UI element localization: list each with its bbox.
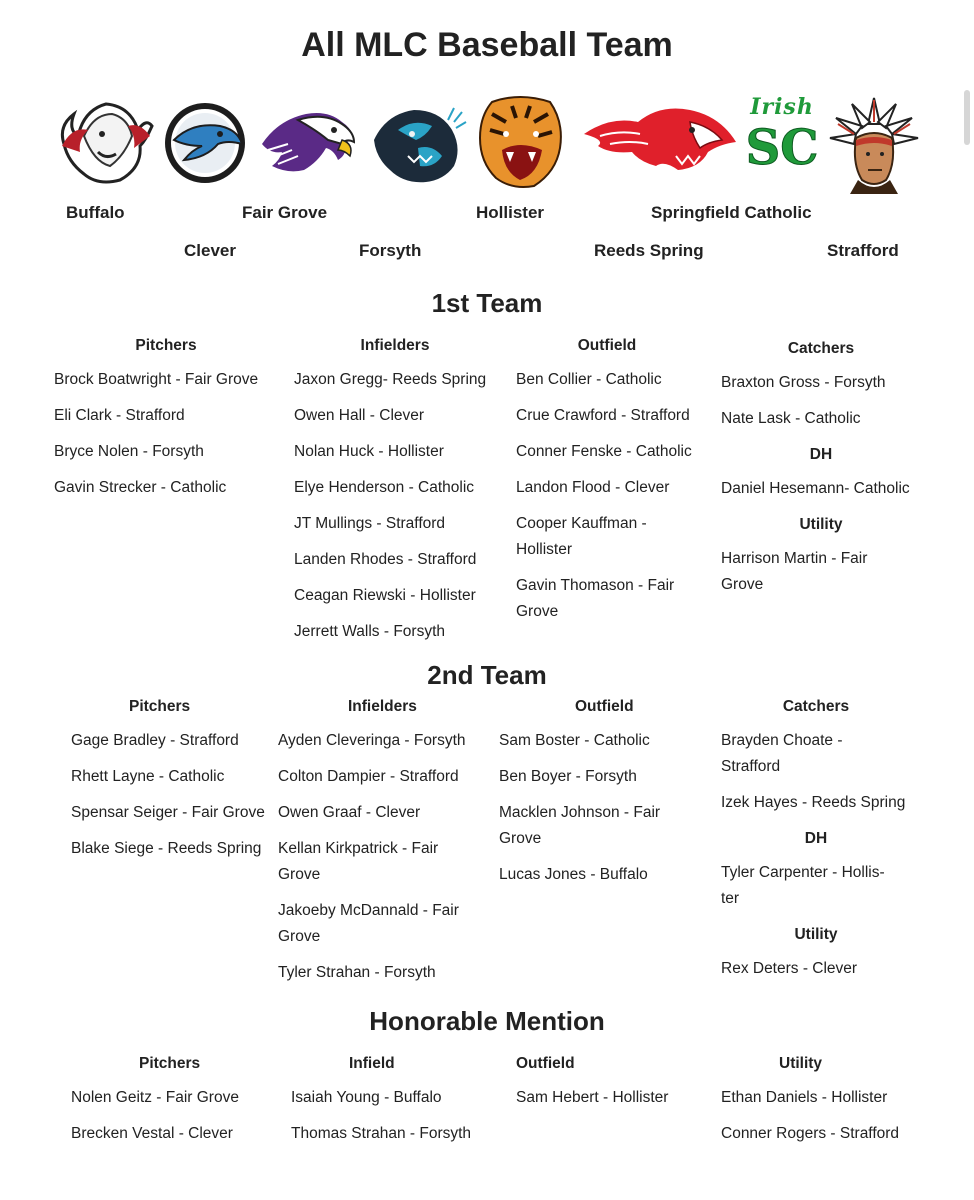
list-item: Brecken Vestal - Clever	[71, 1125, 233, 1142]
team-name-reeds-spring: Reeds Spring	[594, 241, 704, 260]
column-subheading: DH	[809, 446, 833, 463]
team-name-buffalo: Buffalo	[66, 203, 125, 222]
list-item: Brock Boatwright - Fair Grove	[54, 371, 259, 388]
list-item: Eli Clark - Strafford	[54, 407, 185, 424]
list-item: Braxton Gross - Forsyth	[721, 374, 886, 391]
sc-monogram: SC	[745, 120, 819, 176]
column-heading: Catchers	[787, 340, 855, 357]
list-item: Nolen Geitz - Fair Grove	[71, 1089, 239, 1106]
list-item: Conner Rogers - Strafford	[721, 1125, 900, 1142]
list-item: Gavin Thomason - Fair Grove	[516, 577, 675, 620]
second-team-outfield	[499, 694, 689, 898]
list-item: Rex Deters - Clever	[721, 960, 858, 977]
list-item: Tyler Strahan - Forsyth	[278, 964, 436, 981]
list-item: Tyler Carpenter - Hollis-ter	[721, 864, 885, 907]
team-name-clever: Clever	[184, 241, 236, 260]
strafford-logo	[828, 94, 920, 194]
list-item: Lucas Jones - Buffalo	[499, 866, 648, 883]
second-team-heading: 2nd Team	[427, 660, 547, 690]
column-subheading: Utility	[799, 516, 843, 533]
column-heading: Pitchers	[129, 698, 191, 715]
list-item: Gavin Strecker - Catholic	[54, 479, 227, 496]
second-team-catchers-dh-utility	[721, 694, 911, 992]
list-item: Conner Fenske - Catholic	[516, 443, 692, 460]
list-item: JT Mullings - Strafford	[294, 515, 446, 532]
list-item: Cooper Kauffman - Hollister	[516, 515, 647, 558]
column-heading: Outfield	[577, 337, 637, 354]
list-item: Jaxon Gregg- Reeds Spring	[294, 371, 487, 388]
list-item: Gage Bradley - Strafford	[71, 732, 239, 749]
column-heading: Infielders	[360, 337, 430, 354]
list-item: Brayden Choate - Strafford	[721, 732, 843, 775]
list-item: Owen Hall - Clever	[294, 407, 425, 424]
first-team-pitchers	[54, 333, 278, 511]
list-item: Crue Crawford - Strafford	[516, 407, 690, 424]
list-item: Nolan Huck - Hollister	[294, 443, 444, 460]
column-heading: Utility	[779, 1055, 823, 1072]
list-item: Ayden Cleveringa - Forsyth	[278, 732, 466, 749]
buffalo-logo	[54, 96, 158, 186]
column-heading: Infielders	[348, 698, 417, 715]
second-team-infielders	[278, 694, 478, 996]
clever-logo	[162, 100, 248, 186]
column-heading: Pitchers	[139, 1055, 201, 1072]
list-item: Rhett Layne - Catholic	[71, 768, 225, 785]
hollister-logo	[472, 92, 568, 192]
list-item: Izek Hayes - Reeds Spring	[721, 794, 906, 811]
list-item: Colton Dampier - Strafford	[278, 768, 459, 785]
honorable-outfield	[516, 1051, 696, 1121]
list-item: Ethan Daniels - Hollister	[721, 1089, 888, 1106]
list-item: Bryce Nolen - Forsyth	[54, 443, 204, 460]
list-item: Thomas Strahan - Forsyth	[291, 1125, 472, 1142]
scrollbar[interactable]	[964, 90, 970, 145]
honorable-pitchers	[71, 1051, 271, 1157]
honorable-utility	[721, 1051, 911, 1157]
column-heading: Catchers	[782, 698, 850, 715]
list-item: Jerrett Walls - Forsyth	[294, 623, 445, 640]
list-item: Ben Boyer - Forsyth	[499, 768, 637, 785]
list-item: Blake Siege - Reeds Spring	[71, 840, 262, 857]
team-name-forsyth: Forsyth	[359, 241, 422, 260]
page-title: All MLC Baseball Team	[301, 26, 673, 64]
list-item: Nate Lask - Catholic	[721, 410, 861, 427]
springfield-catholic-logo	[742, 94, 822, 190]
team-logos	[52, 92, 924, 197]
list-item: Landen Rhodes - Strafford	[294, 551, 477, 568]
team-name-fair-grove: Fair Grove	[242, 203, 328, 222]
first-team-outfield	[516, 333, 698, 635]
column-heading: Outfield	[516, 1055, 575, 1072]
first-team-infielders	[294, 333, 496, 655]
first-team-catchers-dh-utility	[721, 336, 921, 608]
irish-text: Irish	[750, 94, 814, 120]
honorable-mention-heading: Honorable Mention	[369, 1006, 605, 1036]
list-item: Spensar Seiger - Fair Grove	[71, 804, 265, 821]
list-item: Harrison Martin - Fair Grove	[721, 550, 868, 593]
column-subheading: DH	[804, 830, 828, 847]
second-team-pitchers	[71, 694, 271, 872]
list-item: Daniel Hesemann- Catholic	[721, 480, 910, 497]
list-item: Isaiah Young - Buffalo	[291, 1089, 442, 1106]
list-item: Macklen Johnson - Fair Grove	[499, 804, 661, 847]
column-subheading: Utility	[794, 926, 838, 943]
list-item: Sam Boster - Catholic	[499, 732, 650, 749]
reeds-spring-logo	[580, 96, 740, 182]
forsyth-logo	[368, 100, 468, 186]
list-item: Jakoeby McDannald - Fair Grove	[278, 902, 459, 945]
column-heading: Infield	[349, 1055, 395, 1072]
honorable-infield	[291, 1051, 491, 1157]
list-item: Ceagan Riewski - Hollister	[294, 587, 476, 604]
list-item: Owen Graaf - Clever	[278, 804, 421, 821]
first-team-heading: 1st Team	[431, 288, 543, 318]
list-item: Sam Hebert - Hollister	[516, 1089, 669, 1106]
column-heading: Pitchers	[135, 337, 197, 354]
list-item: Kellan Kirkpatrick - Fair Grove	[278, 840, 439, 883]
team-name-strafford: Strafford	[827, 241, 899, 260]
team-name-springfield-catholic: Springfield Catholic	[651, 203, 812, 222]
column-heading: Outfield	[575, 698, 634, 715]
list-item: Elye Henderson - Catholic	[294, 479, 475, 496]
fair-grove-logo	[258, 100, 358, 180]
team-name-hollister: Hollister	[476, 203, 545, 222]
list-item: Landon Flood - Clever	[516, 479, 670, 496]
list-item: Ben Collier - Catholic	[516, 371, 662, 388]
